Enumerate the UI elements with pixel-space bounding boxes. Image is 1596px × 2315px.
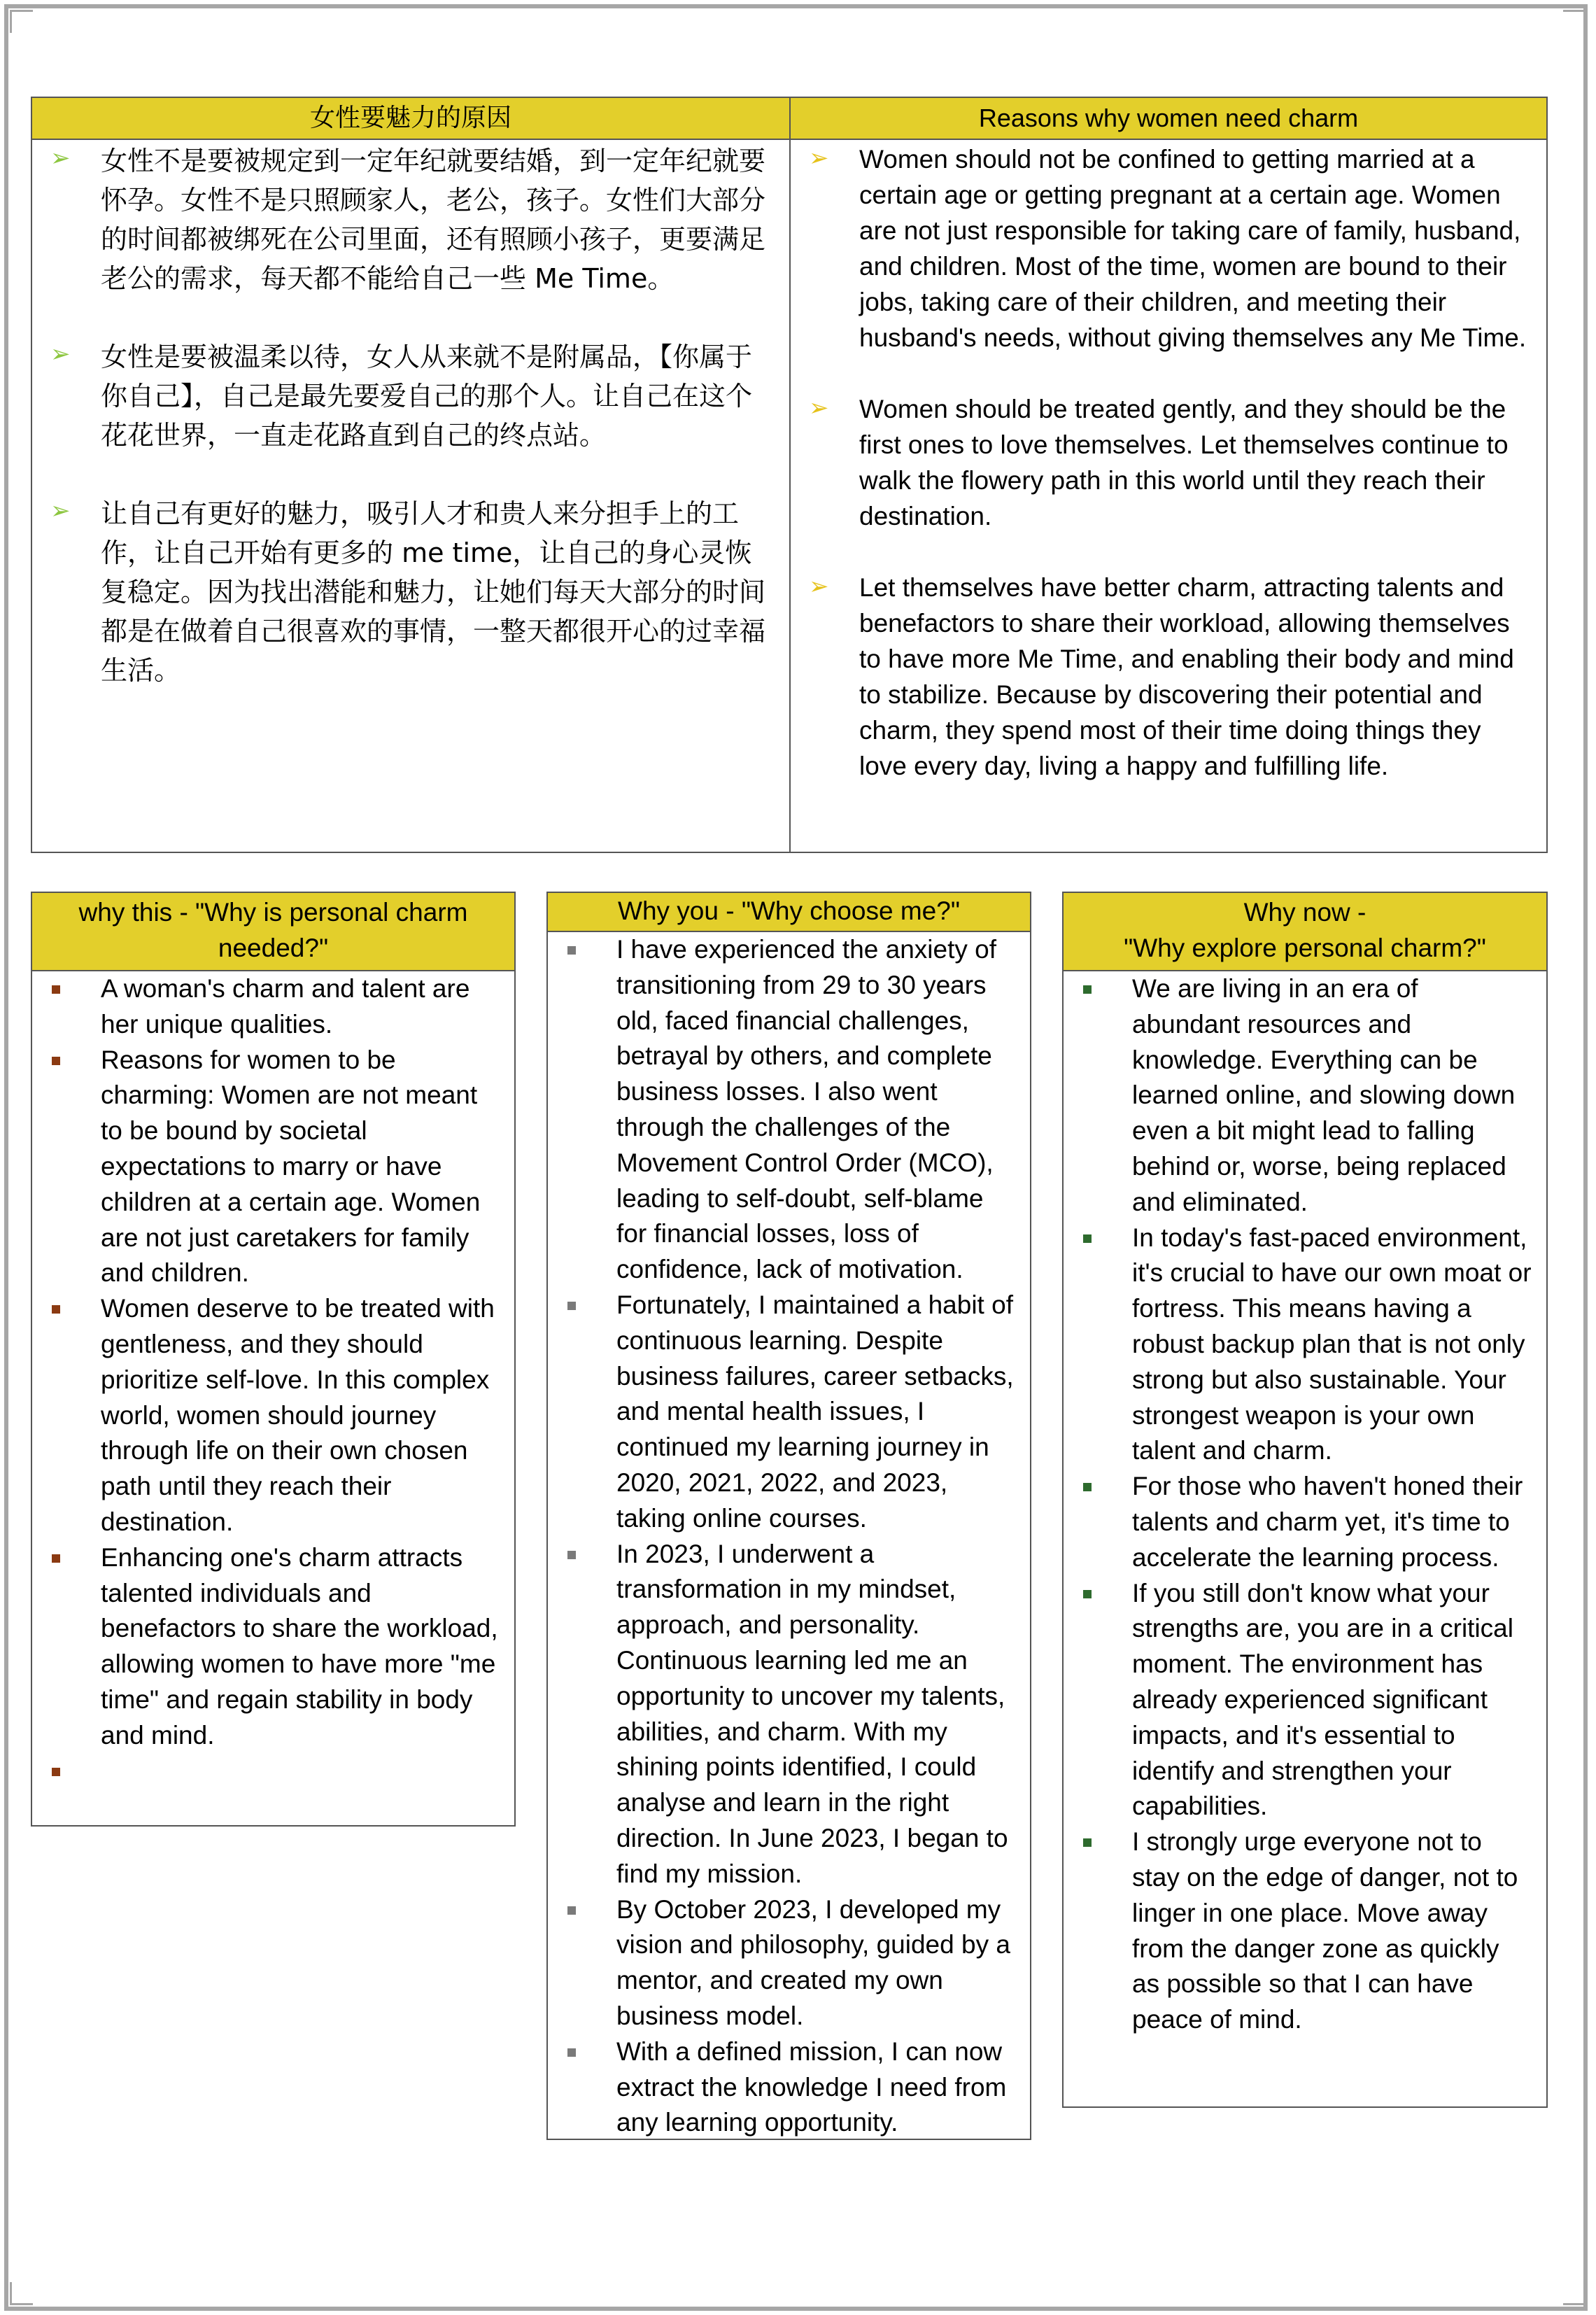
list-item: ➢ 女性是要被温柔以待，女人从来就不是附属品，【你属于你自己】，自己是最先要爱自己的那个人。让自己在这个花花世界，一直走花路直到自己的终点站。 bbox=[50, 340, 753, 451]
arrow-bullet-icon: ➢ bbox=[50, 340, 71, 368]
why-now-list bbox=[1064, 971, 1546, 2038]
square-bullet-icon bbox=[1083, 985, 1092, 994]
list-item: Enhancing one's charm attracts talented individuals and benefactors to share the workload, allowing women to have more "me time" and regain stability in body and mind. bbox=[101, 1540, 500, 1754]
list-item: A woman's charm and talent are her unique qualities. bbox=[101, 971, 500, 1043]
square-bullet-icon bbox=[567, 946, 576, 955]
square-bullet-icon bbox=[52, 985, 60, 994]
arrow-bullet-icon: ➢ bbox=[809, 573, 829, 600]
square-bullet-icon bbox=[52, 1768, 60, 1776]
square-bullet-icon bbox=[1083, 1838, 1092, 1847]
square-bullet-icon bbox=[567, 1551, 576, 1559]
arrow-bullet-icon: ➢ bbox=[809, 395, 829, 421]
square-bullet-icon bbox=[567, 1302, 576, 1310]
corner-ornament bbox=[10, 2282, 33, 2305]
list-item: We are living in an era of abundant resources and knowledge. Everything can be learned online, and slowing down even a bit might lead to falling behind or, worse, being replaced and eliminated. bbox=[1132, 971, 1532, 1220]
list-item: Women deserve to be treated with gentleness, and they should prioritize self-love. In this complex world, women should journey through life on their own chosen path until they reach their destination. bbox=[101, 1291, 500, 1540]
english-reasons-list bbox=[791, 141, 1546, 784]
why-you-list bbox=[548, 932, 1030, 2141]
list-item: For those who haven't honed their talents and charm yet, it's time to accelerate the learning process. bbox=[1132, 1469, 1532, 1575]
chinese-reasons-list bbox=[32, 141, 789, 690]
list-item: Fortunately, I maintained a habit of continuous learning. Despite business failures, career setbacks, and mental health issues, I continued my learning journey in 2020, 2021, 2022, and 2023, taking online courses. bbox=[616, 1288, 1016, 1537]
square-bullet-icon bbox=[567, 2048, 576, 2057]
chinese-column bbox=[32, 98, 791, 852]
square-bullet-icon bbox=[1083, 1234, 1092, 1243]
english-column bbox=[791, 98, 1546, 852]
corner-ornament bbox=[10, 10, 33, 33]
why-now-header bbox=[1064, 893, 1546, 971]
why-you-box bbox=[546, 892, 1031, 2140]
why-you-header: Why you - "Why choose me?" bbox=[548, 893, 1030, 932]
list-item: By October 2023, I developed my vision and philosophy, guided by a mentor, and created my own business model. bbox=[616, 1892, 1016, 2034]
list-item: Reasons for women to be charming: Women are not meant to be bound by societal expectations to marry or have children at a certain age. Women are not just caretakers for family and children. bbox=[101, 1043, 500, 1292]
list-item: In 2023, I underwent a transformation in my mindset, approach, and personality. Continuous learning led me an opportunity to uncover my talents, abilities, and charm. With my shining points identified, I could analyse and learn in the right direction. In June 2023, I began to find my mission. bbox=[616, 1537, 1016, 1892]
square-bullet-icon bbox=[567, 1906, 576, 1915]
why-this-header: why this - "Why is personal charm needed?" bbox=[32, 893, 514, 971]
list-item: ➢ 让自己有更好的魅力，吸引人才和贵人来分担手上的工作，让自己开始有更多的 me time，让自己的身心灵恢复稳定。因为找出潜能和魅力，让她们每天大部分的时间都是在做着自己很喜欢的事情，一整天都很开心的过幸福生活。 bbox=[50, 497, 766, 686]
square-bullet-icon bbox=[52, 1057, 60, 1065]
list-item: ➢ 女性不是要被规定到一定年纪就要结婚，到一定年纪就要怀孕。女性不是只照顾家人，老公，孩子。女性们大部分的时间都被绑死在公司里面，还有照顾小孩子，更要满足老公的需求，每天都不能给自己一些 Me Time。 bbox=[50, 144, 766, 294]
why-this-box bbox=[31, 892, 516, 1827]
square-bullet-icon bbox=[52, 1305, 60, 1314]
why-this-list bbox=[32, 971, 514, 1789]
list-item: ➢ Women should be treated gently, and they should be the first ones to love themselves. Let themselves continue to walk the flowery path in this world until they reach their destination. bbox=[809, 395, 1509, 530]
arrow-bullet-icon: ➢ bbox=[50, 144, 71, 172]
chinese-column-header: 女性要魅力的原因 bbox=[32, 98, 789, 140]
english-column-header: Reasons why women need charm bbox=[791, 98, 1546, 140]
arrow-bullet-icon: ➢ bbox=[50, 497, 71, 525]
list-item: I strongly urge everyone not to stay on the edge of danger, not to linger in one place. Move away from the danger zone as quickly as possible so that I can have peace of mind. bbox=[1132, 1824, 1532, 2038]
reasons-table bbox=[31, 97, 1548, 853]
corner-ornament bbox=[1563, 2282, 1586, 2305]
list-item: ➢ Let themselves have better charm, attracting talents and benefactors to share their workload, allowing themselves to have more Me Time, and enabling their body and mind to stabilize. Because by discovering their potential and charm, they spend most of their time doing things they love every day, living a happy and fulfilling life. bbox=[809, 573, 1514, 780]
list-item: I have experienced the anxiety of transitioning from 29 to 30 years old, faced financial challenges, betrayal by others, and complete business losses. I also went through the challenges of the Movement Control Order (MCO), leading to self-doubt, self-blame for financial losses, loss of confidence, lack of motivation. bbox=[616, 932, 1016, 1288]
square-bullet-icon bbox=[1083, 1483, 1092, 1491]
square-bullet-icon bbox=[1083, 1590, 1092, 1598]
list-item: If you still don't know what your strengths are, you are in a critical moment. The environment has already experienced significant impacts, and it's essential to identify and strengthen your capabilities. bbox=[1132, 1576, 1532, 1825]
list-item: ➢ Women should not be confined to getting married at a certain age or getting pregnant at a certain age. Women are not just responsible for taking care of family, husband, and children. Most of the time, women are bound to their jobs, taking care of their children, and meeting their husband's needs, without giving themselves any Me Time. bbox=[809, 145, 1527, 352]
list-item: With a defined mission, I can now extract the knowledge I need from any learning opportunity. bbox=[616, 2034, 1016, 2141]
why-now-header-line1: Why now - bbox=[1243, 898, 1367, 927]
corner-ornament bbox=[1563, 10, 1586, 33]
list-item: In today's fast-paced environment, it's crucial to have our own moat or fortress. This means having a robust backup plan that is not only strong but also sustainable. Your strongest weapon is your own talent and charm. bbox=[1132, 1220, 1532, 1470]
square-bullet-icon bbox=[52, 1554, 60, 1563]
why-now-header-line2: "Why explore personal charm?" bbox=[1124, 934, 1486, 962]
why-now-box bbox=[1062, 892, 1548, 2108]
list-item bbox=[101, 1754, 500, 1789]
arrow-bullet-icon: ➢ bbox=[809, 145, 829, 171]
